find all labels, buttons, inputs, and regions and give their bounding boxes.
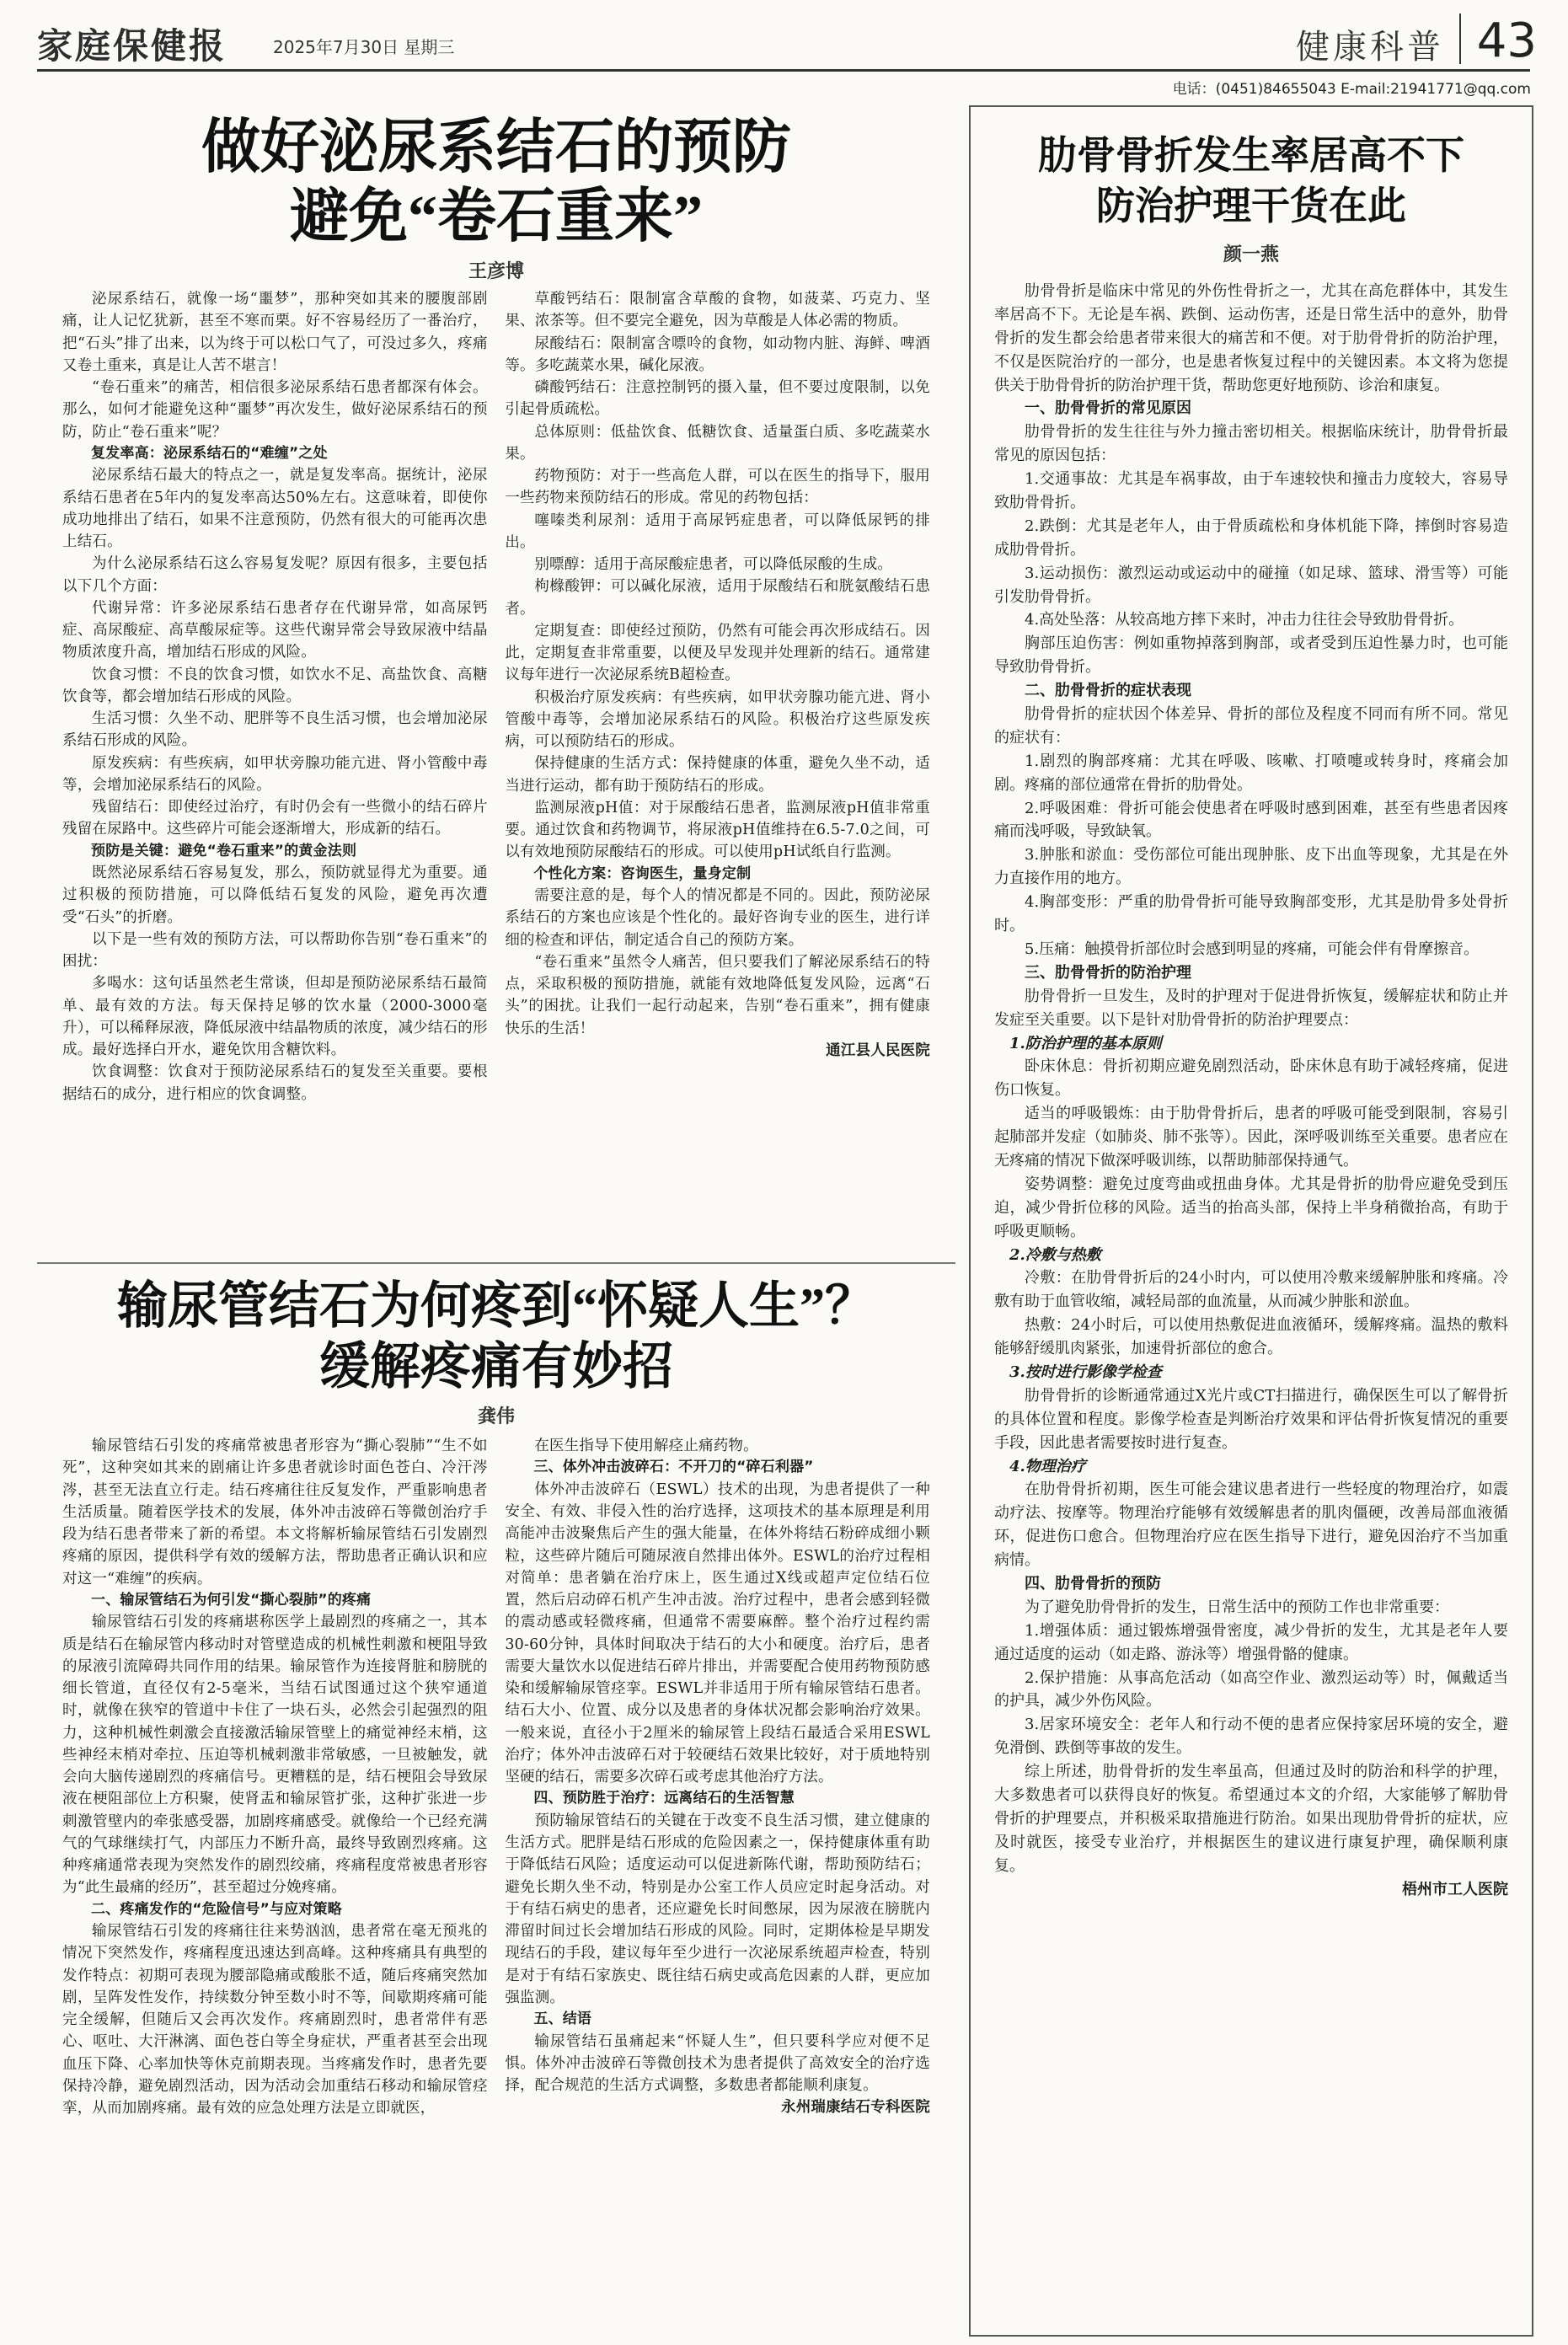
paragraph: 代谢异常：许多泌尿系结石患者存在代谢异常，如高尿钙症、高尿酸症、高草酸尿症等。这些代谢异常会导致尿液中结晶物质浓度升高，增加结石形成的风险。 (62, 599, 488, 661)
paragraph: 肋骨骨折的发生往往与外力撞击密切相关。根据临床统计，肋骨骨折最常见的原因包括： (994, 423, 1508, 465)
section-heading: 二、肋骨骨折的症状表现 (1025, 682, 1191, 700)
section-name: 健康科普 (1296, 28, 1444, 67)
subheading: 3.按时进行影像学检查 (1009, 1363, 1162, 1381)
paragraph: 卧床休息：骨折初期应避免剧烈活动，卧床休息有助于减轻疼痛，促进伤口恢复。 (994, 1057, 1508, 1100)
paragraph: 需要注意的是，每个人的情况都是不同的。因此，预防泌尿系结石的方案也应该是个性化的。最好咨询专业的医生，进行详细的检查和评估，制定适合自己的预防方案。 (505, 887, 930, 949)
masthead (37, 12, 1545, 66)
header-rule (37, 69, 1530, 72)
paragraph: 输尿管结石引发的疼痛往往来势汹汹，患者常在毫无预兆的情况下突然发作，疼痛程度迅速达到高峰。这种疼痛具有典型的发作特点：初期可表现为腰部隐痛或酸胀不适，随后疼痛突然加剧，呈阵发性发作，持续数分钟至数小时不等，间歇期疼痛可能完全缓解，但随后又会再次发作。疼痛剧烈时，患者常伴有恶心、呕吐、大汗淋漓、面色苍白等全身症状，严重者甚至会出现血压下降、心率加快等休克前期表现。当疼痛发作时，患者先要保持冷静，避免剧烈活动，因为活动会加重结石移动和输尿管痉挛，从而加剧疼痛。最有效的应急处理方法是立即就医， (62, 1923, 488, 2117)
paragraph: 肋骨骨折的症状因个体差异、骨折的部位及程度不同而有所不同。常见的症状有： (994, 705, 1508, 747)
section-heading: 一、肋骨骨折的常见原因 (1025, 399, 1191, 418)
paragraph: 在肋骨骨折初期，医生可能会建议患者进行一些轻度的物理治疗，如震动疗法、按摩等。物理治疗能够有效缓解患者的肌肉僵硬，改善局部血液循环，促进伤口愈合。但物理治疗应在医生指导下进行，避免因治疗不当加重病情。 (994, 1480, 1508, 1570)
paragraph: 3.肿胀和淤血：受伤部位可能出现肿胀、皮下出血等现象，尤其是在外力直接作用的地方。 (994, 846, 1508, 888)
article-rib-fracture-care (969, 105, 1533, 2337)
paragraph: 适当的呼吸锻炼：由于肋骨骨折后，患者的呼吸可能受到限制，容易引起肺部并发症（如肺炎、肺不张等）。因此，深呼吸训练至关重要。患者应在无疼痛的情况下做深呼吸训练，以帮助肺部保持通气。 (994, 1105, 1508, 1170)
paragraph: 磷酸钙结石：注意控制钙的摄入量，但不要过度限制，以免引起骨质疏松。 (505, 379, 930, 419)
paragraph: 3.居家环境安全：老年人和行动不便的患者应保持家居环境的安全，避免滑倒、跌倒等事故的发生。 (994, 1716, 1508, 1758)
article-author: 颜一燕 (1223, 244, 1279, 265)
paragraph: 为了避免肋骨骨折的发生，日常生活中的预防工作也非常重要： (1025, 1598, 1449, 1616)
paragraph: 肋骨骨折一旦发生，及时的护理对于促进骨折恢复，缓解症状和防止并发症至关重要。以下是针对肋骨骨折的防治护理要点： (994, 987, 1508, 1029)
paragraph: 保持健康的生活方式：保持健康的体重，避免久坐不动，适当进行运动，都有助于预防结石的形成。 (505, 755, 930, 795)
paragraph: 定期复查：即使经过预防，仍然有可能会再次形成结石。因此，定期复查非常重要，以便及早发现并处理新的结石。通常建议每年进行一次泌尿系统B超检查。 (505, 622, 930, 684)
column-left (62, 1435, 488, 2119)
paragraph: 泌尿系结石最大的特点之一，就是复发率高。据统计，泌尿系结石患者在5年内的复发率高达50%左右。这意味着，即使你成功地排出了结石，如果不注意预防，仍然有很大的可能再次患上结石。 (62, 467, 488, 550)
paragraph: 胸部压迫伤害：例如重物掉落到胸部，或者受到压迫性暴力时，也可能导致肋骨骨折。 (994, 634, 1508, 677)
paragraph: 输尿管结石引发的疼痛堪称医学上最剧烈的疼痛之一，其本质是结石在输尿管内移动时对管壁造成的机械性刺激和梗阻导致的尿液引流障碍共同作用的结果。输尿管作为连接肾脏和膀胱的细长管道，直径仅有2-5毫米，当结石试图通过这个狭窄通道时，就像在狭窄的管道中卡住了一块石头，必然会引起强烈的阻力，这种机械性刺激会直接激活输尿管壁上的痛觉神经末梢，这些神经末梢对牵拉、压迫等机械刺激非常敏感，一旦被触发，就会向大脑传递剧烈的疼痛信号。更糟糕的是，结石梗阻会导致尿液在梗阻部位上方积聚，使肾盂和输尿管扩张，这种扩张进一步刺激管壁内的牵张感受器，加剧疼痛感受。就像给一个已经充满气的气球继续打气，内部压力不断升高，最终导致剧烈疼痛。这种疼痛通常表现为突然发作的剧烈绞痛，疼痛程度常被患者形容为“此生最痛的经历”，甚至超过分娩疼痛。 (62, 1614, 488, 1897)
paragraph: 残留结石：即使经过治疗，有时仍会有一些微小的结石碎片残留在尿路中。这些碎片可能会逐渐增大，形成新的结石。 (62, 799, 488, 838)
article-subtitle: 避免“卷石重来” (290, 185, 703, 249)
article-title: 做好泌尿系结石的预防 (201, 115, 791, 180)
paragraph: 泌尿系结石，就像一场“噩梦”，那种突如其来的腰腹部剧痛，让人记忆犹新，甚至不寒而栗。好不容易经历了一番治疗，把“石头”排了出来，以为终于可以松口气了，可没过多久，疼痛又卷土重来，真是让人苦不堪言！ (62, 291, 488, 374)
paragraph: 总体原则：低盐饮食、低糖饮食、适量蛋白质、多吃蔬菜水果。 (505, 423, 930, 463)
newspaper-name: 家庭保健报 (37, 25, 227, 67)
paragraph: 积极治疗原发疾病：有些疾病，如甲状旁腺功能亢进、肾小管酸中毒等，会增加泌尿系结石的风险。积极治疗这些原发疾病，可以预防结石的形成。 (505, 688, 930, 750)
paragraph: 药物预防：对于一些高危人群，可以在医生的指导下，服用一些药物来预防结石的形成。常见的药物包括： (505, 468, 930, 507)
paragraph: 4.胸部变形：严重的肋骨骨折可能导致胸部变形，尤其是肋骨多处骨折时。 (994, 893, 1508, 935)
paragraph: 尿酸结石：限制富含嘌呤的食物，如动物内脏、海鲜、啤酒等。多吃蔬菜水果，碱化尿液。 (505, 335, 930, 374)
article-body (37, 288, 955, 1106)
section-heading: 二、疼痛发作的“危险信号”与应对策略 (91, 1900, 342, 1918)
paragraph: “卷石重来”的痛苦，相信很多泌尿系结石患者都深有体会。那么，如何才能避免这种“噩梦”再次发生，做好泌尿系结石的预防，防止“卷石重来”呢？ (62, 379, 488, 441)
page-number: 43 (1476, 13, 1537, 68)
article-separator (37, 1262, 955, 1264)
section-heading: 三、肋骨骨折的防治护理 (1025, 963, 1191, 982)
source-hospital: 永州瑞康结石专科医院 (781, 2099, 930, 2117)
paragraph: 别嘌醇：适用于高尿酸症患者，可以降低尿酸的生成。 (534, 556, 893, 573)
article-subtitle: 缓解疼痛有妙招 (319, 1339, 673, 1395)
paragraph: 输尿管结石引发的疼痛常被患者形容为“撕心裂肺”“生不如死”，这种突如其来的剧痛让许多患者就诊时面色苍白、冷汗涔涔，甚至无法直立行走。结石疼痛往往反复发作，严重影响患者生活质量。随着医学技术的发展，体外冲击波碎石等微创治疗手段为结石患者带来了新的希望。本文将解析输尿管结石引发剧烈疼痛的原因，提供科学有效的缓解方法，帮助患者正确认识和应对这一“难缠”的疾病。 (62, 1438, 488, 1587)
section-heading: 四、肋骨骨折的预防 (1025, 1574, 1161, 1593)
paragraph: 在医生指导下使用解痉止痛药物。 (534, 1438, 758, 1454)
paragraph: 冷敷：在肋骨骨折后的24小时内，可以使用冷敷来缓解肿胀和疼痛。冷敷有助于血管收缩，减轻局部的血流量，从而减少肿胀和淤血。 (994, 1269, 1508, 1311)
paragraph: 3.运动损伤：激烈运动或运动中的碰撞（如足球、篮球、滑雪等）可能引发肋骨骨折。 (994, 564, 1508, 606)
paragraph: 预防输尿管结石的关键在于改变不良生活习惯，建立健康的生活方式。肥胖是结石形成的危险因素之一，保持健康体重有助于降低结石风险；适度运动可以促进新陈代谢，帮助预防结石；避免长期久坐不动，特别是办公室工作人员应定时起身活动。对于有结石病史的患者，还应避免长时间憋尿，因为尿液在膀胱内滞留时间过长会增加结石形成的风险。同时，定期体检是早期发现结石的手段，建议每年至少进行一次泌尿系统超声检查，特别是对于有结石家族史、既往结石病史或高危因素的人群，更应加强监测。 (505, 1812, 930, 2006)
paragraph: “卷石重来”虽然令人痛苦，但只要我们了解泌尿系结石的特点，采取积极的预防措施，就能有效地降低复发风险，远离“石头”的困扰。让我们一起行动起来，告别“卷石重来”，拥有健康快乐的生活！ (505, 953, 930, 1037)
section-heading: 三、体外冲击波碎石：不开刀的“碎石利器” (533, 1459, 814, 1476)
paragraph: 监测尿液pH值：对于尿酸结石患者，监测尿液pH值非常重要。通过饮食和药物调节，将尿液pH值维持在6.5-7.0之间，可以有效地预防尿酸结石的形成。可以使用pH试纸自行监测。 (505, 799, 930, 861)
contact-info: 电话：(0451)84655043 E-mail:21941771@qq.com (1172, 81, 1531, 98)
paragraph: 生活习惯：久坐不动、肥胖等不良生活习惯，也会增加泌尿系结石形成的风险。 (62, 710, 488, 750)
issue-date: 2025年7月30日 星期三 (273, 37, 455, 57)
article-author: 王彦博 (468, 261, 524, 282)
article-kidney-stone-prevention (37, 97, 955, 1260)
paragraph: 肋骨骨折是临床中常见的外伤性骨折之一，尤其在高危群体中，其发生率居高不下。无论是车祸、跌倒、运动伤害，还是日常生活中的意外，肋骨骨折的发生都会给患者带来很大的痛苦和不便。对于肋骨骨折的防治护理，不仅是医院治疗的一部分，也是患者恢复过程中的关键因素。本文将为您提供关于肋骨骨折的防治护理干货，帮助您更好地预防、诊治和康复。 (994, 282, 1508, 394)
paragraph: 既然泌尿系结石容易复发，那么，预防就显得尤为重要。通过积极的预防措施，可以降低结石复发的风险，避免再次遭受“石头”的折磨。 (62, 865, 488, 926)
section-heading: 个性化方案：咨询医生，量身定制 (533, 865, 752, 882)
paragraph: 饮食习惯：不良的饮食习惯，如饮水不足、高盐饮食、高糖饮食等，都会增加结石形成的风险。 (62, 666, 488, 705)
paragraph: 原发疾病：有些疾病，如甲状旁腺功能亢进、肾小管酸中毒等，会增加泌尿系结石的风险。 (62, 754, 488, 794)
paragraph: 4.高处坠落：从较高地方摔下来时，冲击力往往会导致肋骨骨折。 (1025, 611, 1464, 629)
article-ureteral-stone-pain (37, 1272, 955, 2338)
paragraph: 综上所述，肋骨骨折的发生率虽高，但通过及时的防治和科学的护理，大多数患者可以获得良好的恢复。希望通过本文的介绍，大家能够了解肋骨骨折的护理要点，并积极采取措施进行防治。如果出现肋骨骨折的症状，应及时就医，接受专业治疗，并根据医生的建议进行康复护理，确保顺利康复。 (994, 1763, 1508, 1875)
paragraph: 姿势调整：避免过度弯曲或扭曲身体。尤其是骨折的肋骨应避免受到压迫，减少骨折位移的风险。适当的抬高头部，保持上半身稍微抬高，有助于呼吸更顺畅。 (994, 1175, 1508, 1240)
paragraph: 噻嗪类利尿剂：适用于高尿钙症患者，可以降低尿钙的排出。 (505, 511, 930, 551)
article-author: 龚伟 (477, 1406, 515, 1427)
paragraph: 2.保护措施：从事高危活动（如高空作业、激烈运动等）时，佩戴适当的护具，减少外伤风险。 (994, 1668, 1508, 1711)
paragraph: 热敷：24小时后，可以使用热敷促进血液循环，缓解疼痛。温热的敷料能够舒缓肌肉紧张，加速骨折部位的愈合。 (994, 1316, 1508, 1358)
paragraph: 饮食调整：饮食对于预防泌尿系结石的复发至关重要。要根据结石的成分，进行相应的饮食调整。 (62, 1063, 488, 1103)
section-heading: 五、结语 (533, 2010, 592, 2027)
paragraph: 体外冲击波碎石（ESWL）技术的出现，为患者提供了一种安全、有效、非侵入性的治疗选择，这项技术的基本原理是利用高能冲击波聚焦后产生的强大能量，在体外将结石粉碎成细小颗粒，这些碎片随后可随尿液自然排出体外。ESWL的治疗过程相对简单：患者躺在治疗床上，医生通过X线或超声定位结石位置，然后启动碎石机产生冲击波。治疗过程中，患者会感到轻微的震动感或轻微疼痛，但通常不需要麻醉。整个治疗过程约需30-60分钟，具体时间取决于结石的大小和硬度。治疗后，患者需要大量饮水以促进结石碎片排出，并需要配合使用药物预防感染和缓解输尿管痉挛。ESWL并非适用于所有输尿管结石患者。结石大小、位置、成分以及患者的身体状况都会影响治疗效果。一般来说，直径小于2厘米的输尿管上段结石最适合采用ESWL治疗；体外冲击波碎石对于较硬结石效果比较好，对于质地特别坚硬的结石，需要多次碎石或考虑其他治疗方法。 (505, 1480, 930, 1786)
subheading: 2.冷敷与热敷 (1009, 1245, 1101, 1264)
paragraph: 1.剧烈的胸部疼痛：尤其在呼吸、咳嗽、打喷嚏或转身时，疼痛会加剧。疼痛的部位通常在骨折的肋骨处。 (994, 752, 1508, 794)
paragraph: 枸橼酸钾：可以碱化尿液，适用于尿酸结石和胱氨酸结石患者。 (505, 578, 930, 618)
paragraph: 输尿管结石虽痛起来“怀疑人生”，但只要科学应对便不足惧。体外冲击波碎石等微创技术为患者提供了高效安全的治疗选择，配合规范的生活方式调整，多数患者都能顺利康复。 (505, 2032, 930, 2094)
source-hospital: 梧州市工人医院 (1402, 1880, 1508, 1898)
column-left (62, 288, 488, 1106)
article-subtitle: 防治护理干货在此 (1096, 185, 1406, 228)
divider (1459, 13, 1461, 64)
subheading: 4.物理治疗 (1009, 1457, 1086, 1475)
paragraph: 1.增强体质：通过锻炼增强骨密度，减少骨折的发生，尤其是老年人要通过适度的运动（如走路、游泳等）增强骨骼的健康。 (994, 1621, 1508, 1663)
article-body (994, 280, 1508, 1901)
section-heading: 四、预防胜于治疗：远离结石的生活智慧 (533, 1790, 795, 1807)
paragraph: 2.呼吸困难：骨折可能会使患者在呼吸时感到困难，甚至有些患者因疼痛而浅呼吸，导致缺氧。 (994, 799, 1508, 841)
section-heading: 复发率高：泌尿系结石的“难缠”之处 (91, 444, 328, 462)
source-hospital: 通江县人民医院 (826, 1041, 930, 1059)
subheading: 1.防治护理的基本原则 (1009, 1034, 1162, 1052)
paragraph: 以下是一些有效的预防方法，可以帮助你告别“卷石重来”的困扰： (62, 930, 488, 970)
paragraph: 5.压痛：触摸骨折部位时会感到明显的疼痛，可能会伴有骨摩擦音。 (1025, 940, 1480, 958)
column-right (505, 288, 930, 1106)
paragraph: 1.交通事故：尤其是车祸事故，由于车速较快和撞击力度较大，容易导致肋骨骨折。 (994, 470, 1508, 512)
section-heading: 一、输尿管结石为何引发“撕心裂肺”的疼痛 (91, 1591, 372, 1609)
article-title: 输尿管结石为何疼到“怀疑人生”？ (117, 1278, 875, 1334)
paragraph: 为什么泌尿系结石这么容易复发呢？原因有很多，主要包括以下几个方面： (62, 555, 488, 595)
article-body (37, 1435, 955, 2119)
paragraph: 多喝水：这句话虽然老生常谈，但却是预防泌尿系结石最简单、最有效的方法。每天保持足够的饮水量（2000-3000毫升），可以稀释尿液，降低尿液中结晶物质的浓度，减少结石的形成。最好选择白开水，避免饮用含糖饮料。 (62, 975, 488, 1058)
section-heading: 预防是关键：避免“卷石重来”的黄金法则 (91, 842, 357, 859)
paragraph: 2.跌倒：尤其是老年人，由于骨质疏松和身体机能下降，摔倒时容易造成肋骨骨折。 (994, 517, 1508, 559)
paragraph: 草酸钙结石：限制富含草酸的食物，如菠菜、巧克力、坚果、浓茶等。但不要完全避免，因为草酸是人体必需的物质。 (505, 291, 930, 330)
column-right (505, 1435, 930, 2119)
paragraph: 肋骨骨折的诊断通常通过X光片或CT扫描进行，确保医生可以了解骨折的具体位置和程度。影像学检查是判断治疗效果和评估骨折恢复情况的重要手段，因此患者需要按时进行复查。 (994, 1386, 1508, 1452)
article-title: 肋骨骨折发生率居高不下 (1038, 134, 1464, 177)
